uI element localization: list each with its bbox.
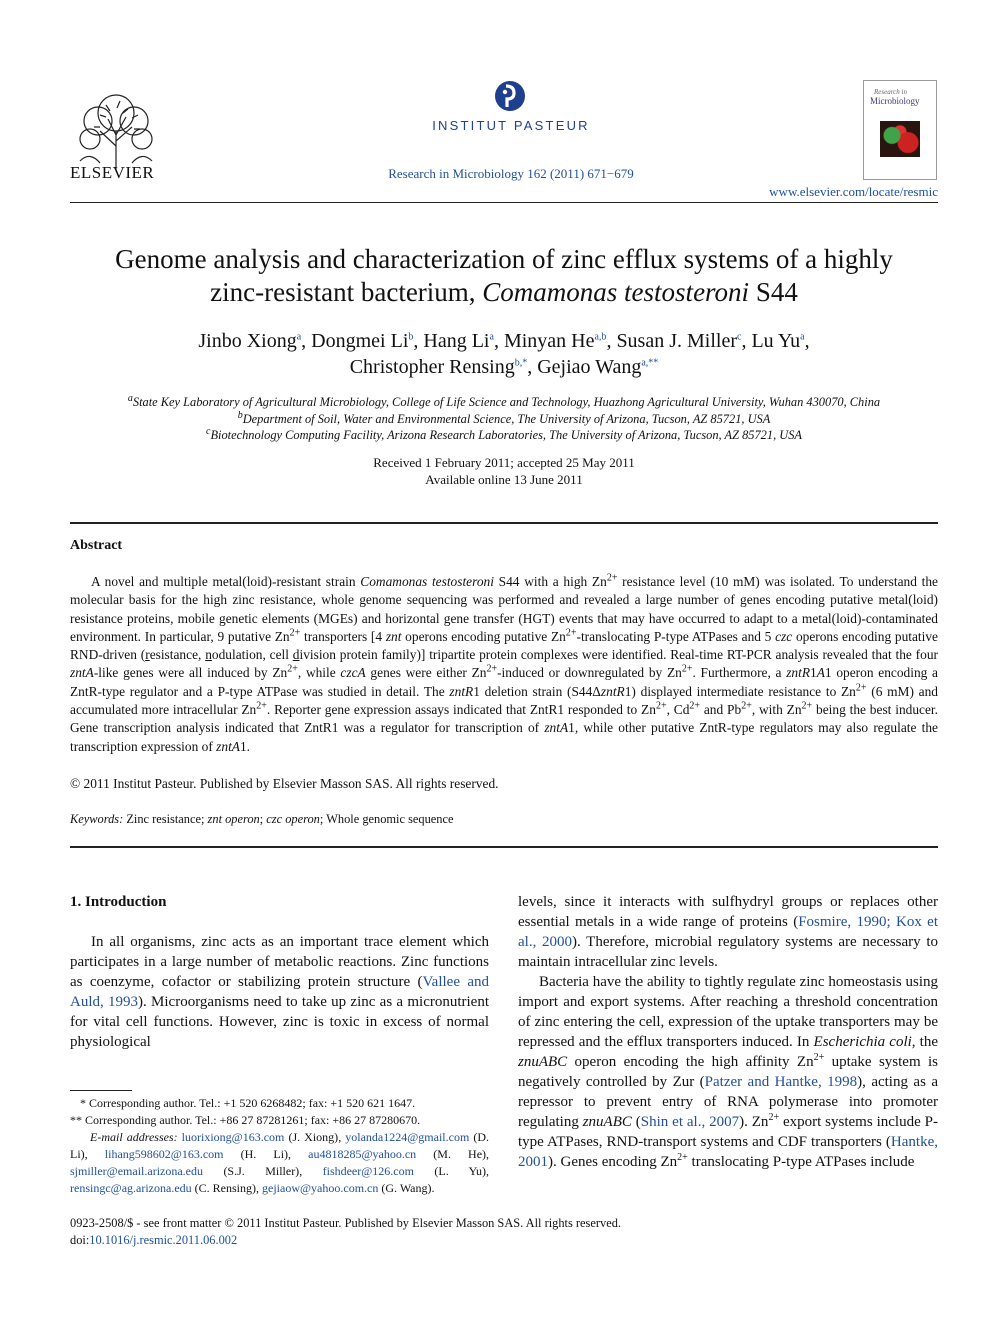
citation-link[interactable]: Hantke, 2001 <box>518 1134 938 1170</box>
citation-link[interactable]: Patzer and Hantke, 1998 <box>704 1074 858 1090</box>
journal-citation-link[interactable]: Research in Microbiology 162 (2011) 671−679 <box>388 166 634 181</box>
issn-line: 0923-2508/$ - see front matter © 2011 Institut Pasteur. Published by Elsevier Masson SAS. All rights reserved. <box>70 1216 621 1230</box>
paper-title <box>70 243 938 309</box>
author[interactable]: Minyan He <box>503 330 595 352</box>
author[interactable]: Jinbo Xiong <box>198 330 297 352</box>
introduction-left-column: In all organisms, zinc acts as an important trace element which participates in a large number of metabolic reactions. Zinc functions as coenzyme, cofactor or stabilizing protein structure (Vallee and Auld, 1993). Microorganisms need to take up zinc as a micronutrient for vital cell functions. However, zinc is toxic in excess of normal physiological <box>70 934 490 1050</box>
institut-pasteur-logo <box>494 80 526 112</box>
corresponding-author-1: * Corresponding author. Tel.: +1 520 6268482; fax: +1 520 621 1647. <box>80 1096 416 1110</box>
doi-link[interactable]: 10.1016/j.resmic.2011.06.002 <box>89 1233 238 1247</box>
author[interactable]: Dongmei Li <box>311 330 409 352</box>
author-list <box>70 328 938 380</box>
article-history <box>70 454 938 488</box>
email-link[interactable]: yolanda1224@gmail.com <box>345 1130 470 1144</box>
email-link[interactable]: rensingc@ag.arizona.edu <box>70 1181 192 1195</box>
cover-title: Microbiology <box>870 96 920 106</box>
keywords: Keywords: Zinc resistance; znt operon; czc operon; Whole genomic sequence <box>70 812 454 826</box>
email-link[interactable]: sjmiller@email.arizona.edu <box>70 1164 204 1178</box>
email-link[interactable]: gejiaow@yahoo.com.cn <box>262 1181 379 1195</box>
author[interactable]: Gejiao Wang <box>537 356 642 378</box>
footnotes <box>70 1095 489 1197</box>
journal-homepage-link[interactable]: www.elsevier.com/locate/resmic <box>769 184 938 199</box>
affiliation: $^b$Department of Soil, Water and Environmental Science, The University of Arizona, Tucson, AZ 85721, USA <box>237 409 771 426</box>
cover-subtitle: Research in <box>874 88 907 96</box>
email-link[interactable]: fishdeer@126.com <box>322 1164 414 1178</box>
affiliation-list <box>70 394 938 444</box>
citation-link[interactable]: Shin et al., 2007 <box>640 1114 740 1130</box>
institut-pasteur-name: INSTITUT PASTEUR <box>432 118 590 133</box>
abstract-heading: Abstract <box>70 538 123 553</box>
page-footer <box>70 1215 621 1249</box>
online-date: Available online 13 June 2011 <box>425 472 583 487</box>
citation-link[interactable]: Vallee and Auld, 1993 <box>70 974 489 1010</box>
journal-cover-thumbnail <box>863 80 937 180</box>
section-heading-introduction: 1. Introduction <box>70 894 167 910</box>
corresponding-author-2: ** Corresponding author. Tel.: +86 27 87281261; fax: +86 27 87280670. <box>70 1113 421 1127</box>
author[interactable]: Hang Li <box>423 330 490 352</box>
affiliation: $^a$State Key Laboratory of Agricultural Microbiology, College of Life Science and Technology, Huazhong Agricultural University, Wuhan 430070, China <box>127 392 881 409</box>
abstract-body: A novel and multiple metal(loid)-resistant strain Comamonas testosteroni S44 with a high $Zn^{2+}$ resistance level (10 mM) was isolated. To understand the molecular basis for the high zinc resistance, whole genome sequencing was performed and revealed a large number of genes encoding putative metal(loid) resistance proteins, mobile genetic elements (MGEs) and horizontal gene transfer (HGT) events that may have occurred to adapt to a metal(loid)-contaminated environment. In particular, 9 putative $Zn^{2+}$ transporters [4 znt operons encoding putative $Zn^{2+}$-translocating P-type ATPases and 5 czc operons encoding putative RND-driven (resistance, nodulation, cell division protein family)] tripartite protein complexes were identified. Real-time RT-PCR analysis revealed that the four zntA-like genes were all induced by $Zn^{2+}$, while czcA genes were either $Zn^{2+}$-induced or downregulated by $Zn^{2+}$. Furthermore, a zntR1A1 operon encoding a ZntR-type regulator and a P-type ATPase was studied in detail. The zntR1 deletion strain (S44ΔzntR1) displayed intermediate resistance to $Zn^{2+}$ (6 mM) and accumulated more intracellular $Zn^{2+}$. Reporter gene expression assays indicated that ZntR1 responded to $Zn^{2+}$, $Cd^{2+}$ and $Pb^{2+}$, with $Zn^{2+}$ being the best inducer. Gene transcription analysis indicated that ZntR1 was a regulator for transcription of zntA1, while other putative ZntR-type regulators may also regulate the transcription expression of zntA1. <box>70 572 939 754</box>
introduction-right-column: levels, since it interacts with sulfhydryl groups or replaces other essential metals in a wide range of proteins (Fosmire, 1990; Kox et al., 2000). Therefore, microbial regulatory systems are necessary to maintain intracellular zinc levels. Bacteria have the ability to tightly regulate zinc homeostasis using import and export systems. After reaching a threshold concentration of zinc entering the cell, expression of the uptake transporters may be repressed and the efflux transporters induced. In Escherichia coli, the znuABC operon encoding the high affinity $Zn^{2+}$ uptake system is negatively controlled by Zur (Patzer and Hantke, 1998), acting as a repressor to prevent entry of RNA polymerase into promoter regulating znuABC (Shin et al., 2007). $Zn^{2+}$ export systems include P-type ATPases, RND-transport systems and CDF transporters (Hantke, 2001). Genes encoding $Zn^{2+}$ translocating P-type ATPases include <box>518 894 939 1170</box>
email-addresses: E-mail addresses: luorixiong@163.com (J. Xiong), yolanda1224@gmail.com (D. Li), lihang598602@163.com (H. Li), au4818285@yahoo.cn (M. He), sjmiller@email.arizona.edu (S.J. Miller), fishdeer@126.com (L. Yu), rensingc@ag.arizona.edu (C. Rensing), gejiaow@yahoo.com.cn (G. Wang). <box>70 1130 490 1195</box>
author-line-1: Jinbo Xiong$^a$, Dongmei Li$^b$, Hang Li$^a$, Minyan He$^{a,b}$, Susan J. Miller$^c$, Lu Yu$^a$, <box>198 330 810 352</box>
author[interactable]: Susan J. Miller <box>616 330 737 352</box>
abstract-top-divider <box>70 522 938 524</box>
abstract-copyright: © 2011 Institut Pasteur. Published by Elsevier Masson SAS. All rights reserved. <box>70 776 499 791</box>
author[interactable]: Lu Yu <box>751 330 801 352</box>
cover-micrograph-image <box>880 121 920 157</box>
elsevier-wordmark: ELSEVIER <box>70 163 155 182</box>
abstract-bottom-divider <box>70 846 938 848</box>
footnote-divider <box>70 1090 132 1091</box>
affiliation: $^c$Biotechnology Computing Facility, Arizona Research Laboratories, The University of Arizona, Tucson, AZ 85721, USA <box>206 425 802 442</box>
species-name: Comamonas testosteroni <box>482 277 750 307</box>
author-line-2: Christopher Rensing$^{b,*}$, Gejiao Wang$^{a,**}$ <box>349 356 659 378</box>
title-line-2: zinc-resistant bacterium, Comamonas testosteroni S44 <box>210 277 798 307</box>
header-divider <box>70 202 938 203</box>
author[interactable]: Christopher Rensing <box>349 356 515 378</box>
doi-line: doi:10.1016/j.resmic.2011.06.002 <box>70 1233 238 1247</box>
email-link[interactable]: lihang598602@163.com <box>104 1147 224 1161</box>
title-line-1: Genome analysis and characterization of zinc efflux systems of a highly <box>115 244 893 274</box>
email-link[interactable]: au4818285@yahoo.cn <box>308 1147 417 1161</box>
received-date: Received 1 February 2011; accepted 25 May 2011 <box>373 455 635 470</box>
citation-link[interactable]: Fosmire, 1990; Kox et al., 2000 <box>518 914 938 950</box>
email-link[interactable]: luorixiong@163.com <box>181 1130 285 1144</box>
